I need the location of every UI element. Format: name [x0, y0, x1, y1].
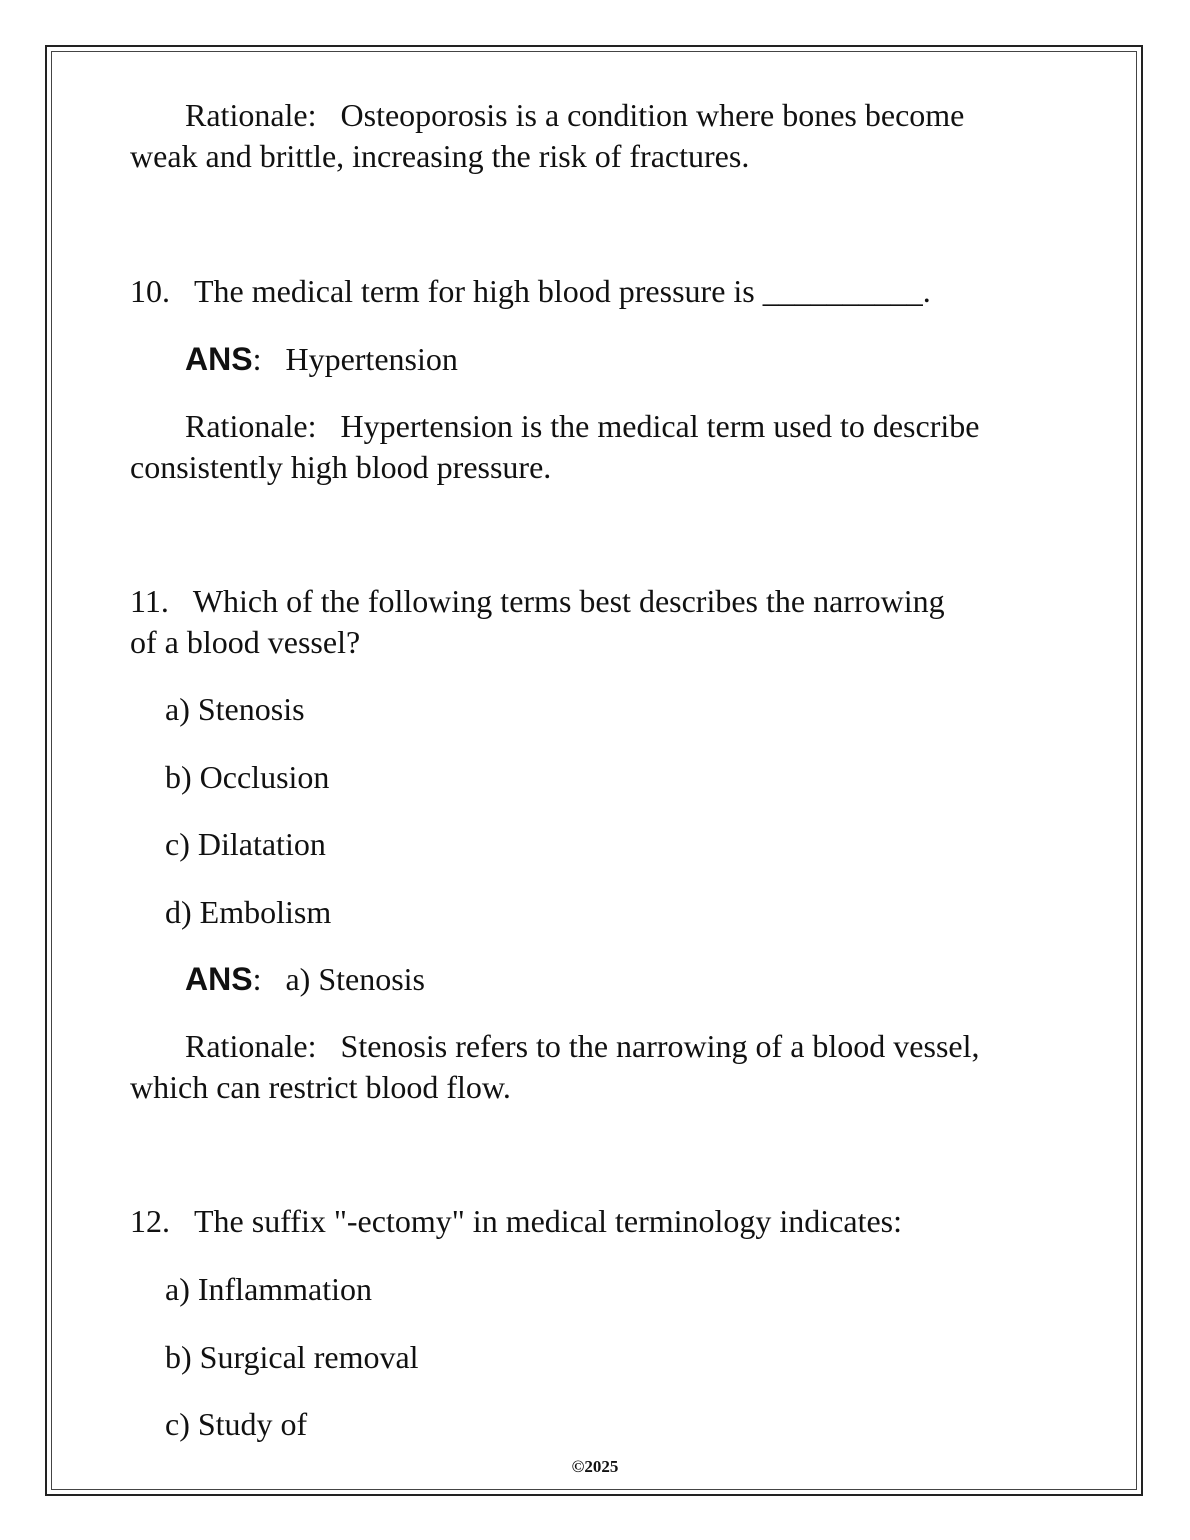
q11-option-c: c) Dilatation — [165, 826, 326, 862]
q11-rationale-text-1: Stenosis refers to the narrowing of a blood vessel, — [340, 1028, 980, 1064]
q9-rationale-text-1: Osteoporosis is a condition where bones become — [340, 97, 965, 133]
q11-question-text-1: Which of the following terms best describes the narrowing — [192, 583, 945, 619]
q9-rationale-label: Rationale: — [185, 97, 317, 133]
copyright-footer: ©2025 — [571, 1457, 619, 1476]
q10-question — [130, 271, 931, 311]
q12-number: 12. — [130, 1203, 170, 1239]
q11-rationale-line1 — [185, 1026, 979, 1066]
q11-number: 11. — [130, 583, 169, 619]
q10-rationale-label: Rationale: — [185, 408, 317, 444]
q11-option-a: a) Stenosis — [165, 691, 305, 727]
q9-rationale-line2: weak and brittle, increasing the risk of fractures. — [130, 138, 750, 174]
q12-option-b: b) Surgical removal — [165, 1339, 419, 1375]
q11-question-line2: of a blood vessel? — [130, 624, 361, 660]
q11-answer-text: a) Stenosis — [285, 961, 425, 997]
q11-option-d: d) Embolism — [165, 894, 332, 930]
q10-question-text: The medical term for high blood pressure is __________. — [194, 273, 931, 309]
q12-question-text: The suffix "-ectomy" in medical terminology indicates: — [194, 1203, 903, 1239]
q12-option-c: c) Study of — [165, 1406, 308, 1442]
q11-ans-label: ANS — [185, 961, 253, 997]
q11-answer: ANS: a) Stenosis — [185, 961, 425, 997]
q12-option-a: a) Inflammation — [165, 1271, 373, 1307]
q11-rationale-line2: which can restrict blood flow. — [130, 1069, 511, 1105]
q10-rationale-line2: consistently high blood pressure. — [130, 449, 552, 485]
q10-ans-label: ANS — [185, 341, 253, 377]
q11-rationale-label: Rationale: — [185, 1028, 317, 1064]
q11-option-b: b) Occlusion — [165, 759, 330, 795]
q9-rationale-line1 — [185, 95, 964, 135]
q10-rationale-text-1: Hypertension is the medical term used to describe — [340, 408, 980, 444]
q10-rationale-line1 — [185, 406, 979, 446]
q12-question — [130, 1201, 902, 1241]
q11-question-line1 — [130, 581, 945, 621]
q10-answer-text: Hypertension — [285, 341, 458, 377]
q10-answer: ANS: Hypertension — [185, 341, 458, 377]
q10-number: 10. — [130, 273, 170, 309]
